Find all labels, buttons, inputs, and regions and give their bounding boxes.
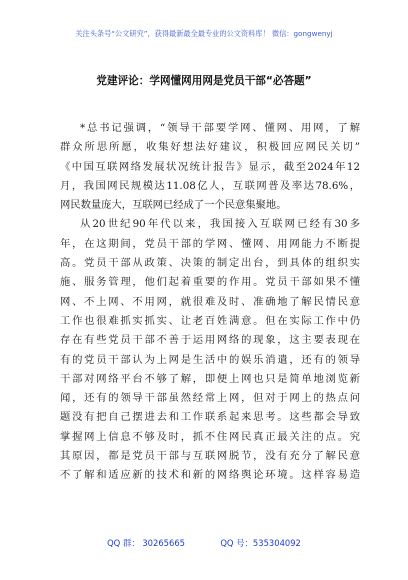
body-line: 其原因，都是党员干部与互联网脱节，没有充分了解民意 [60,450,360,463]
body-line: 网民数量庞大，互联网已经成了一个民意集聚地。 [60,199,287,212]
page-title: 党建评论：学网懂网用网是党员干部“必答题” [96,75,312,87]
article-body [60,119,360,486]
body-line: 不了解和适应新的技术和新的网络舆论环境。这样容易造 [60,469,360,482]
body-line: 年，在这期间，党员干部的学网、懂网、用网能力不断提 [60,237,360,250]
body-line: 群众所思所愿，收集好想法好建议，积极回应网民关切” [60,141,360,154]
footer-contact [0,537,408,549]
body-line: 施、服务管理，他们起着重要的作用。党员干部如果不懂 [60,276,360,289]
footer-qq-group: QQ 群： 30265665 [107,538,185,548]
body-line: 工作也很难抓实抓实、让老百姓满意。但在实际工作中仍 [60,314,360,327]
body-line: 网、不上网、不用网，就很难及时、准确地了解民情民意 [60,295,360,308]
header-note: 关注头条号“公文研究”，获得最新最全最专业的公文资料库！ 微信：gongwenyj [75,29,333,38]
footer-qq-number: QQ 号：535304092 [220,538,301,548]
body-line: 掌握网上信息不够及时，抓不住网民真正最关注的点。究 [60,430,360,443]
body-line: 高。党员干部从政策、决策的制定出台，到具体的组织实 [60,257,360,270]
body-line: 《中国互联网络发展状况统计报告》显示，截至2024年12 [60,160,360,173]
body-line: 干部对网络平台不够了解，即便上网也只是简单地浏览新 [60,372,360,385]
body-line: *总书记强调，“领导干部要学网、懂网、用网，了解 [80,122,360,134]
body-line: 题没有把自己摆进去和工作联系起来思考。这些都会导致 [60,411,360,424]
body-line: 闻，还有的领导干部虽然经常上网，但对于网上的热点问 [60,392,360,405]
body-line: 月，我国网民规模达11.08亿人，互联网普及率达78.6%， [60,179,360,192]
body-line: 从20世纪90年代以来，我国接入互联网已经有30多 [80,218,360,231]
body-line: 有的党员干部认为上网是生活中的娱乐消遣，还有的领导 [60,353,360,366]
body-line: 存在有些党员干部不善于运用网络的现象，这主要表现在 [60,334,360,347]
